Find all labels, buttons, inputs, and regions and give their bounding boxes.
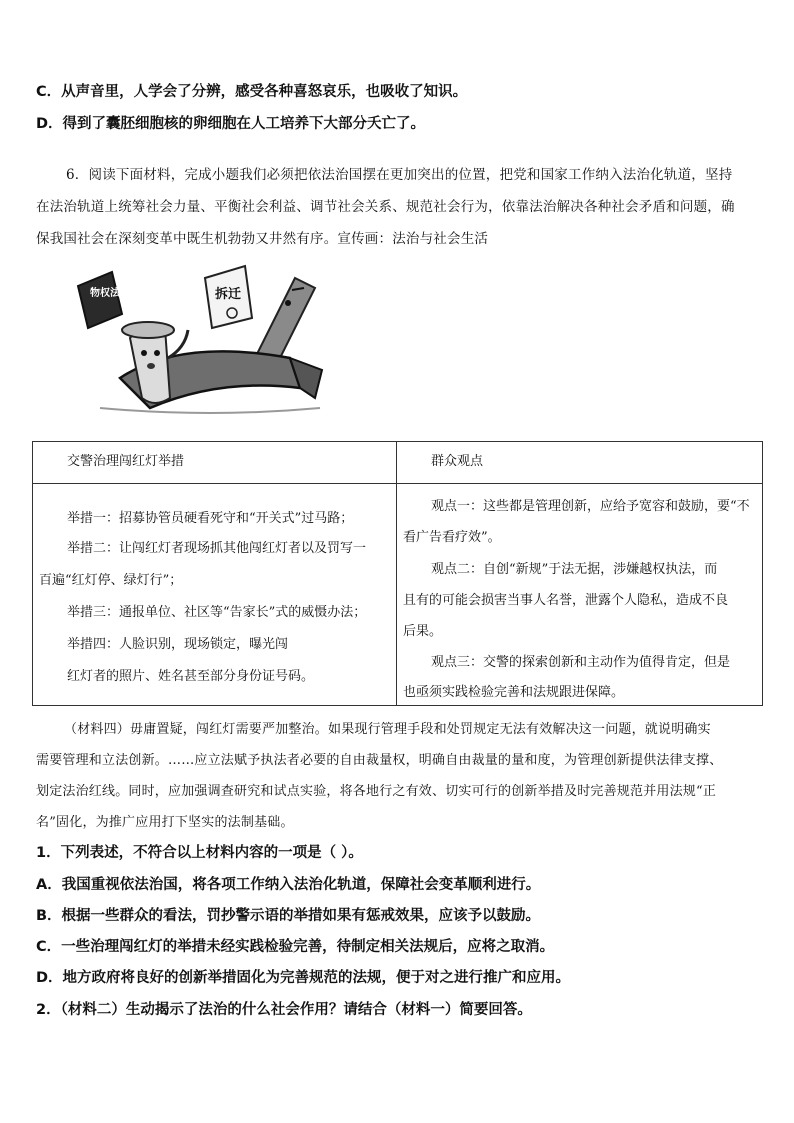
question6-line1: 6．阅读下面材料，完成小题我们必须把依法治国摆在更加突出的位置，把党和国家工作纳入法治化轨道，坚持 [66,167,733,183]
nail-eye-right [154,350,160,356]
opinion-line-2: 看广告看疗效”。 [403,530,501,545]
nail-mouth [147,363,155,369]
demolition-sign [205,266,252,328]
book-property-law [78,272,122,328]
law-cartoon-illustration [60,258,360,428]
question6-line2: 在法治轨道上统筹社会力量、平衡社会利益、调节社会关系、规范社会行为，依靠法治解决各种社会矛盾和问题，确 [36,199,735,215]
opinion-line-5: 后果。 [403,624,443,639]
subq2-stem: 2．（材料二）生动揭示了法治的什么社会作用？请结合（材料一）简要回答。 [36,1002,532,1018]
material4-line1: （材料四）毋庸置疑，闯红灯需要严加整治。如果现行管理手段和处罚规定无法有效解决这一问题，就说明确实 [64,722,711,737]
sign-label: 拆迁 [215,287,242,302]
measure-line-4: 举措三：通报单位、社区等“告家长”式的威慑办法； [67,605,367,620]
book-label: 物权法 [90,288,120,299]
opinion-line-7: 也亟须实践检验完善和法规跟进保障。 [403,685,625,700]
material4-line4: 名”固化，为推广应用打下坚实的法制基础。 [36,815,294,830]
material4-line2: 需要管理和立法创新。……应立法赋予执法者必要的自由裁量权，明确自由裁量的量和度，为管理创新提供法律支撑、 [36,753,723,768]
measures-opinions-table [32,441,763,706]
measure-line-1: 举措一：招募协管员硬看死守和“开关式”过马路； [67,511,354,526]
material4-line3: 划定法治红线。同时，应加强调查研究和试点实验，将各地行之有效、切实可行的创新举措及时完善规范并用法规“正 [36,784,717,799]
subq1-option-c: C．一些治理闯红灯的举措未经实践检验完善，待制定相关法规后，应将之取消。 [36,939,555,955]
subq1-option-d: D．地方政府将良好的创新举措固化为完善规范的法规，便于对之进行推广和应用。 [36,970,571,986]
measure-line-5: 举措四：人脸识别，现场锁定，曝光闯 [67,637,289,652]
subq1-option-b: B．根据一些群众的看法，罚抄警示语的举措如果有惩戒效果，应该予以鼓励。 [36,908,541,924]
table-header-measures: 交警治理闯红灯举措 [67,454,185,469]
opinion-line-4: 且有的可能会损害当事人名誉，泄露个人隐私，造成不良 [403,593,729,608]
table-divider-horizontal [33,483,762,484]
subq1-option-a: A．我国重视依法治国，将各项工作纳入法治化轨道，保障社会变革顺利进行。 [36,877,541,893]
option-d-prev: D．得到了囊胚细胞核的卵细胞在人工培养下大部分夭亡了。 [36,116,426,132]
measure-line-2: 举措二：让闯红灯者现场抓其他闯红灯者以及罚写一 [67,541,367,556]
nail-head [122,322,174,338]
option-c-prev: C．从声音里，人学会了分辨，感受各种喜怒哀乐，也吸收了知识。 [36,84,468,100]
nail-eye-left [141,350,147,356]
subq1-stem: 1．下列表述，不符合以上材料内容的一项是（ ）。 [36,845,363,861]
opinion-line-3: 观点二：自创“新规”于法无据，涉嫌越权执法，而 [431,562,718,577]
measure-line-3: 百遍“红灯停、绿灯行”； [39,573,183,588]
table-divider-vertical [396,442,397,705]
pickaxe-eye [285,300,291,306]
question6-line3: 保我国社会在深刻变革中既生机勃勃又井然有序。宣传画：法治与社会生活 [36,231,489,247]
table-header-opinions: 群众观点 [431,454,484,469]
opinion-line-6: 观点三：交警的探索创新和主动作为值得肯定，但是 [431,655,731,670]
measure-line-6: 红灯者的照片、姓名甚至部分身份证号码。 [67,669,315,684]
ground-shadow [100,408,320,413]
opinion-line-1: 观点一：这些都是管理创新，应给予宽容和鼓励，要“不 [431,499,750,514]
